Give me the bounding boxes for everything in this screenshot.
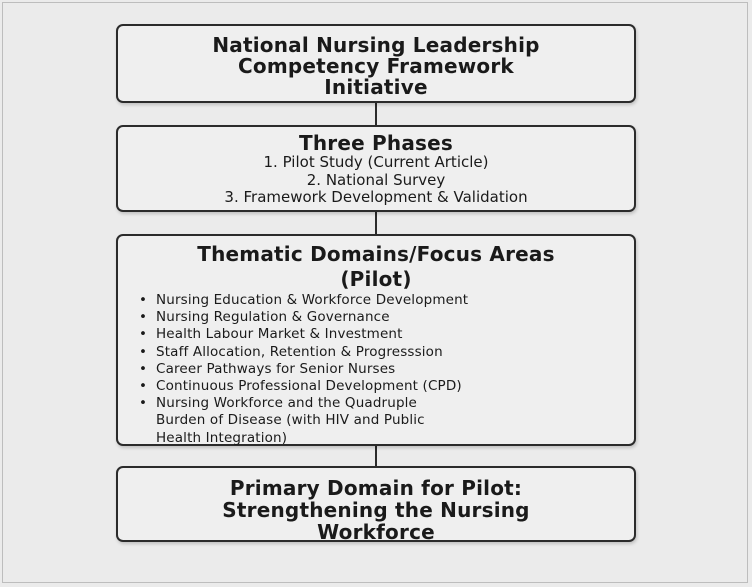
- primary-domain-line-3: Workforce: [317, 520, 435, 544]
- domain-item: • Health Labour Market & Investment: [136, 326, 626, 343]
- initiative-title-line-1: National Nursing Leadership: [212, 33, 540, 57]
- phase-item: 2. National Survey: [306, 170, 446, 189]
- initiative-box: [116, 24, 636, 103]
- domain-item: • Nursing Workforce and the Quadruple Burden of Disease (with HIV and Public Health Integration): [136, 395, 626, 447]
- initiative-title-line-3: Initiative: [324, 75, 428, 99]
- initiative-title-line-2: Competency Framework: [238, 54, 514, 78]
- domains-heading: [118, 242, 634, 292]
- primary-domain-box: [116, 466, 636, 542]
- domains-box: [116, 234, 636, 446]
- domains-list: [136, 292, 626, 447]
- domain-item: • Nursing Education & Workforce Development: [136, 292, 626, 309]
- domains-title-line-1: Thematic Domains/Focus Areas: [197, 242, 555, 266]
- phases-title: Three Phases: [298, 131, 453, 155]
- primary-domain-line-1: Primary Domain for Pilot:: [229, 476, 523, 500]
- domain-item: • Staff Allocation, Retention & Progresssion: [136, 344, 626, 361]
- domain-item: • Career Pathways for Senior Nurses: [136, 361, 626, 378]
- domain-item: • Nursing Regulation & Governance: [136, 309, 626, 326]
- connector-2-3: [375, 212, 377, 234]
- connector-1-2: [375, 103, 377, 125]
- connector-3-4: [375, 446, 377, 466]
- primary-domain-line-2: Strengthening the Nursing: [222, 498, 530, 522]
- phases-box: [116, 125, 636, 212]
- phase-item: 3. Framework Development & Validation: [224, 188, 528, 206]
- phase-item: 1. Pilot Study (Current Article): [263, 153, 489, 171]
- domains-title-line-2: (Pilot): [340, 267, 412, 291]
- domain-item: • Continuous Professional Development (CPD): [136, 378, 626, 395]
